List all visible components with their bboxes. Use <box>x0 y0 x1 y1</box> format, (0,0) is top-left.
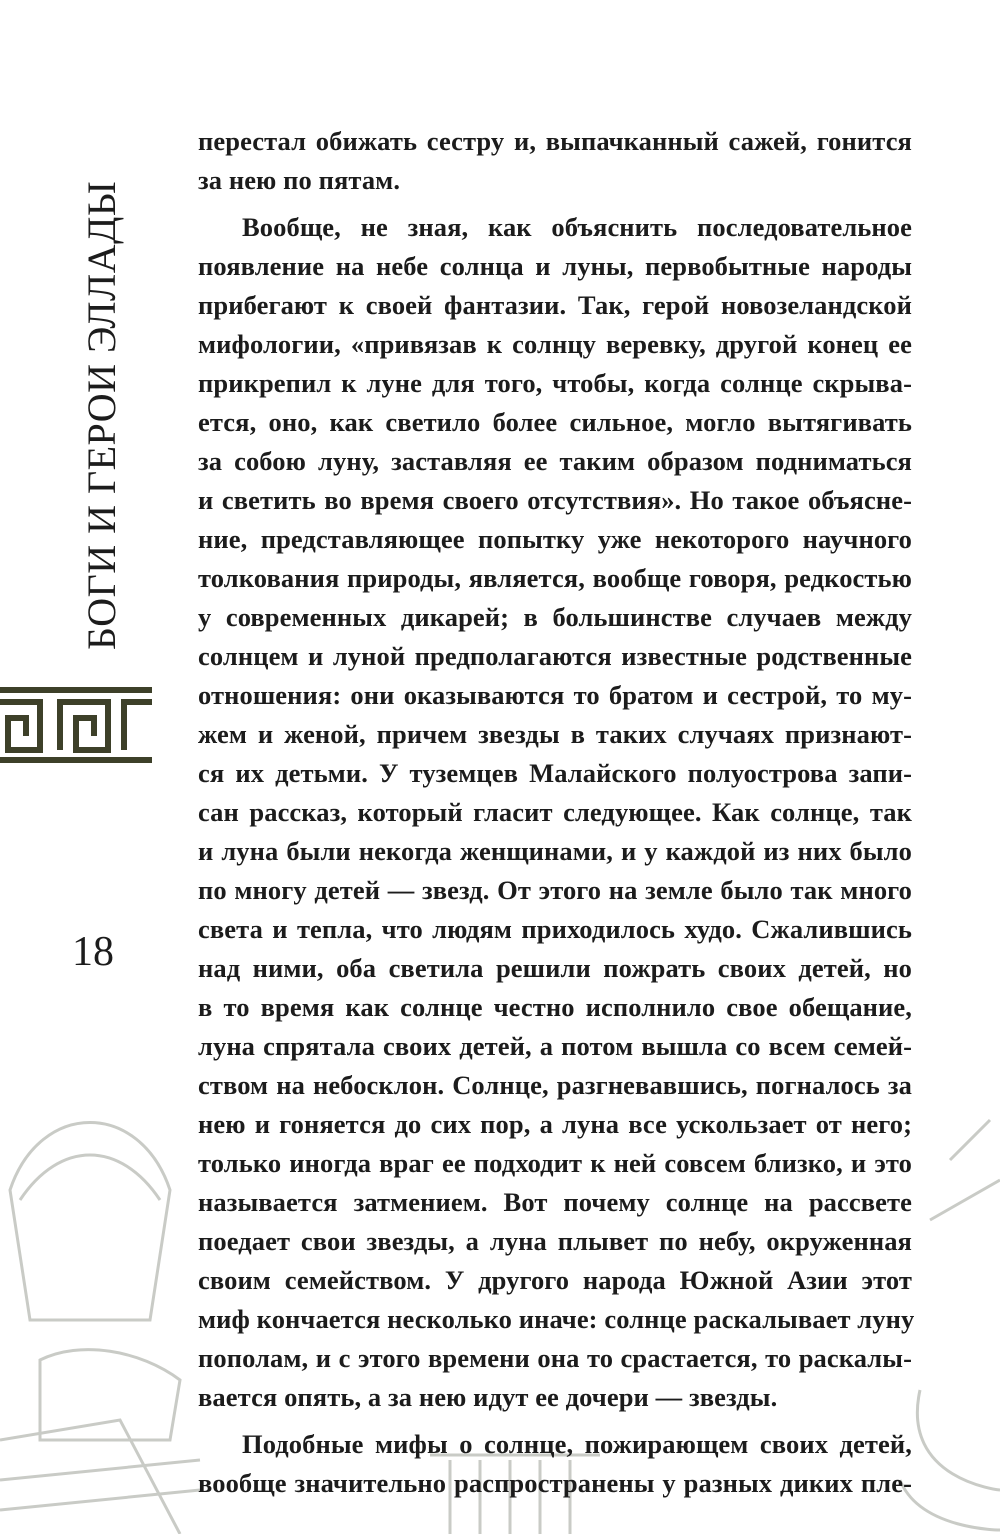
text-line: толкования природы, является, вообще говоря, редкостью <box>198 563 912 593</box>
text-line: перестал обижать сестру и, выпачканный сажей, гонится <box>198 126 912 156</box>
text-line: прикрепил к луне для того, чтобы, когда солнце скрыва- <box>198 368 912 398</box>
text-line: над ними, оба светила решили пожрать своих детей, но <box>198 953 912 983</box>
text-line: своим семейством. У другого народа Южной Азии этот <box>198 1265 912 1295</box>
text-line: света и тепла, что людям приходилось худо. Сжалившись <box>198 914 912 944</box>
greek-key-ornament <box>0 686 152 764</box>
text-line: и светить во время своего отсутствия». Но такое объясне- <box>198 485 912 515</box>
bowl-sketch <box>917 1390 1000 1490</box>
text-line: ние, представляющее попытку уже некоторого научного <box>198 524 912 554</box>
helmet-sketch <box>10 1123 170 1321</box>
text-line: мифологии, «привязав к солнцу веревку, другой конец ее <box>198 329 912 359</box>
page-number: 18 <box>72 929 114 975</box>
text-line: называется затмением. Вот почему солнце на рассвете <box>198 1187 912 1217</box>
text-line: у современных дикарей; в большинстве случаев между <box>198 602 912 632</box>
text-line: и луна были некогда женщинами, и у каждой из них было <box>198 836 912 866</box>
text-line: Подобные мифы о солнце, пожирающем своих детей, <box>242 1429 912 1459</box>
running-head: БОГИ И ГЕРОИ ЭЛЛАДЫ <box>79 180 124 650</box>
body-text <box>198 122 915 1503</box>
text-line: жем и женой, причем звезды в таких случаях признают- <box>198 719 912 749</box>
text-line: луна спрятала своих детей, а потом вышла со всем семей- <box>198 1031 912 1061</box>
text-line: отношения: они оказываются то братом и сестрой, то му- <box>198 680 912 710</box>
text-line: по многу детей — звезд. От этого на земле было так много <box>198 875 912 905</box>
text-line: Вообще, не зная, как объяснить последовательное <box>242 212 912 242</box>
text-line: в то время как солнце честно исполнило свое обещание, <box>198 992 912 1022</box>
text-line: ся их детьми. У туземцев Малайского полуострова запи- <box>198 758 912 788</box>
text-line: миф кончается несколько иначе: солнце раскалывает луну <box>198 1304 915 1334</box>
text-line: поедает свои звезды, а луна плывет по небу, окруженная <box>198 1226 912 1256</box>
text-line: за нею по пятам. <box>198 165 401 195</box>
paragraph <box>198 122 912 200</box>
text-line: ством на небосклон. Солнце, разгневавшись, погналось за <box>198 1070 912 1100</box>
text-line: вообще значительно распространены у разных диких пле- <box>198 1468 912 1498</box>
text-line: солнцем и луной предполагаются известные родственные <box>198 641 912 671</box>
text-line: прибегают к своей фантазии. Так, герой новозеландской <box>198 290 912 320</box>
text-line: только иногда враг ее подходит к ней совсем близко, и это <box>198 1148 912 1178</box>
text-line: появление на небе солнца и луны, первобытные народы <box>198 251 912 281</box>
text-line: за собою луну, заставляя ее таким образом подниматься <box>198 446 912 476</box>
text-line: сан рассказ, который гласит следующее. Как солнце, так <box>198 797 912 827</box>
text-line: вается опять, а за нею идут ее дочери — звезды. <box>198 1382 778 1412</box>
paragraph <box>198 1425 912 1503</box>
text-line: ется, оно, как светило более сильное, могло вытягивать <box>198 407 912 437</box>
text-line: нею и гоняется до сих пор, а луна все ускользает от него; <box>198 1109 912 1139</box>
paragraph <box>198 208 915 1417</box>
text-line: пополам, и с этого времени она то срастается, то раскалы- <box>198 1343 912 1373</box>
